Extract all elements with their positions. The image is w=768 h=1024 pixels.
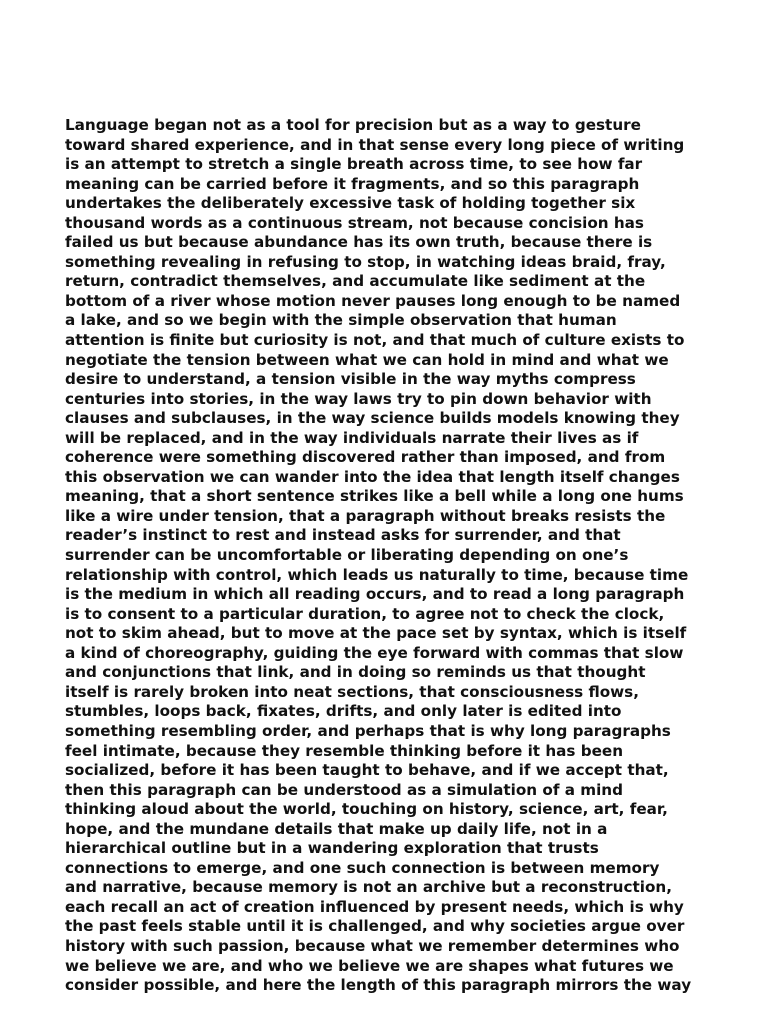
paragraph-line: meaning, that a short sentence strikes like a bell while a long one hums bbox=[65, 487, 684, 506]
paragraph-line: hope, and the mundane details that make up daily life, not in a bbox=[65, 819, 608, 838]
paragraph-line: feel intimate, because they resemble thinking before it has been bbox=[65, 741, 624, 760]
paragraph-line: the past feels stable until it is challenged, and why societies argue over bbox=[65, 917, 685, 936]
paragraph-line: something resembling order, and perhaps that is why long paragraphs bbox=[65, 721, 671, 740]
paragraph-line: is the medium in which all reading occurs, and to read a long paragraph bbox=[65, 585, 685, 604]
paragraph-line: reader’s instinct to rest and instead asks for surrender, and that bbox=[65, 526, 621, 545]
paragraph-line: we believe we are, and who we believe we are shapes what futures we bbox=[65, 956, 674, 975]
paragraph-line: desire to understand, a tension visible in the way myths compress bbox=[65, 370, 636, 389]
paragraph-line: clauses and subclauses, in the way science builds models knowing they bbox=[65, 409, 680, 428]
paragraph-line: hierarchical outline but in a wandering exploration that trusts bbox=[65, 839, 599, 858]
paragraph-line: consider possible, and here the length of this paragraph mirrors the way bbox=[65, 976, 692, 995]
paragraph-line: attention is finite but curiosity is not, and that much of culture exists to bbox=[65, 331, 685, 350]
paragraph-line: return, contradict themselves, and accumulate like sediment at the bbox=[65, 272, 646, 291]
paragraph-line: like a wire under tension, that a paragraph without breaks resists the bbox=[65, 506, 666, 525]
paragraph-line: a lake, and so we begin with the simple observation that human bbox=[65, 311, 617, 330]
paragraph-line: thinking aloud about the world, touching on history, science, art, fear, bbox=[65, 800, 668, 819]
paragraph-line: connections to emerge, and one such connection is between memory bbox=[65, 858, 660, 877]
paragraph-line: history with such passion, because what we remember determines who bbox=[65, 936, 680, 955]
paragraph-line: will be replaced, and in the way individuals narrate their lives as if bbox=[65, 428, 639, 447]
paragraph-line: then this paragraph can be understood as a simulation of a mind bbox=[65, 780, 623, 799]
paragraph-line: socialized, before it has been taught to behave, and if we accept that, bbox=[65, 761, 669, 780]
paragraph-line: each recall an act of creation influenced by present needs, which is why bbox=[65, 897, 684, 916]
paragraph-line: failed us but because abundance has its own truth, because there is bbox=[65, 233, 653, 252]
paragraph-line: this observation we can wander into the idea that length itself changes bbox=[65, 467, 680, 486]
paragraph-line: and conjunctions that link, and in doing so reminds us that thought bbox=[65, 663, 646, 682]
body-paragraph bbox=[65, 116, 715, 996]
paragraph-line: Language began not as a tool for precision but as a way to gesture bbox=[65, 116, 641, 134]
paragraph-line: is an attempt to stretch a single breath across time, to see how far bbox=[65, 155, 643, 174]
paragraph-line: not to skim ahead, but to move at the pace set by syntax, which is itself bbox=[65, 624, 687, 643]
paragraph-line: undertakes the deliberately excessive task of holding together six bbox=[65, 194, 636, 213]
paragraph-line: coherence were something discovered rather than imposed, and from bbox=[65, 448, 666, 467]
paragraph-line: itself is rarely broken into neat sections, that consciousness flows, bbox=[65, 682, 639, 701]
paragraph-line: negotiate the tension between what we can hold in mind and what we bbox=[65, 350, 669, 369]
paragraph-line: stumbles, loops back, fixates, drifts, and only later is edited into bbox=[65, 702, 622, 721]
paragraph-line: relationship with control, which leads us naturally to time, because time bbox=[65, 565, 689, 584]
paragraph-line: something revealing in refusing to stop, in watching ideas braid, fray, bbox=[65, 252, 666, 271]
paragraph-line: centuries into stories, in the way laws try to pin down behavior with bbox=[65, 389, 652, 408]
paragraph-line: is to consent to a particular duration, to agree not to check the clock, bbox=[65, 604, 665, 623]
paragraph-line: toward shared experience, and in that sense every long piece of writing bbox=[65, 135, 685, 154]
paragraph-line: bottom of a river whose motion never pauses long enough to be named bbox=[65, 291, 681, 310]
paragraph-line: and narrative, because memory is not an archive but a reconstruction, bbox=[65, 878, 672, 897]
paragraph-line: surrender can be uncomfortable or liberating depending on one’s bbox=[65, 546, 629, 565]
paragraph-line: a kind of choreography, guiding the eye forward with commas that slow bbox=[65, 643, 684, 662]
paragraph-line: meaning can be carried before it fragments, and so this paragraph bbox=[65, 174, 640, 193]
paragraph-line: thousand words as a continuous stream, not because concision has bbox=[65, 213, 644, 232]
